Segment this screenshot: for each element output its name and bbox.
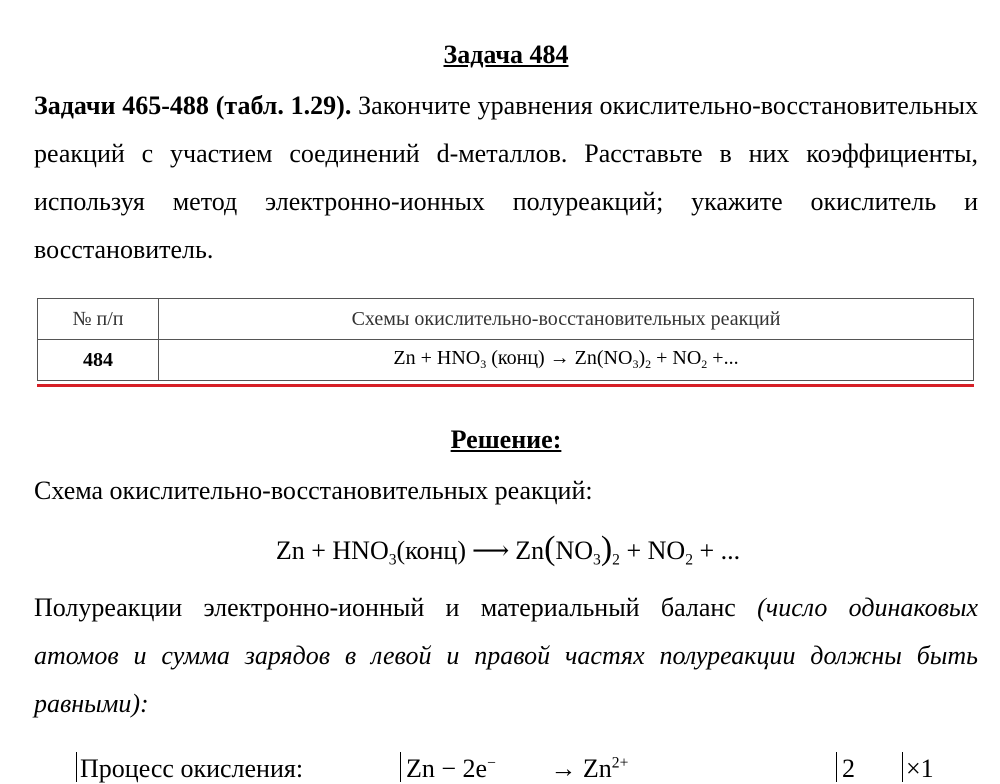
electron-coefficient: 2 [842,754,855,783]
reaction-equation: $Zn + HNO_3(конц)$ ⟶ $Zn(NO_3)_2 + NO_2$ + ... [275,530,741,569]
oxidation-process-row [0,752,1000,782]
row-equation: $Zn + HNO_3$ (конц) → $Zn(NO_3)_2 + NO_2$ +... [159,340,974,381]
task-statement [34,82,978,274]
multiplier: ×1 [906,754,934,783]
process-label: Процесс окисления: [80,754,304,783]
reaction-table [37,298,974,381]
header-schema: Схемы окислительно-восстановительных реакций [159,299,974,340]
table-header-row [38,299,974,340]
row-number: 484 [38,340,159,381]
table-row [38,340,974,381]
task-title: Задача 484 [443,40,569,69]
header-number: № п/п [38,299,159,340]
task-text: Закончите уравнения окислительно-восстановительных реакций с участием соединений d-металлов. Расставьте в них коэффициенты, используя метод электронно-ионных полуреакций; укажите окислитель и восстановитель. [34,91,978,264]
task-range-label: Задачи 465-488 (табл. 1.29). [34,91,352,120]
solution-title: Решение: [450,425,562,454]
balance-paragraph: Полуреакции электронно-ионный и материальный баланс (число одинаковых атомов и сумма зарядов в левой и правой частях полуреакции должны быть равными): [34,593,978,718]
table-underline [37,384,974,387]
scheme-label: Схема окислительно-восстановительных реакций: [34,476,593,505]
process-equation: $Zn - 2e^- \to Zn^{2+}$ [406,754,629,783]
